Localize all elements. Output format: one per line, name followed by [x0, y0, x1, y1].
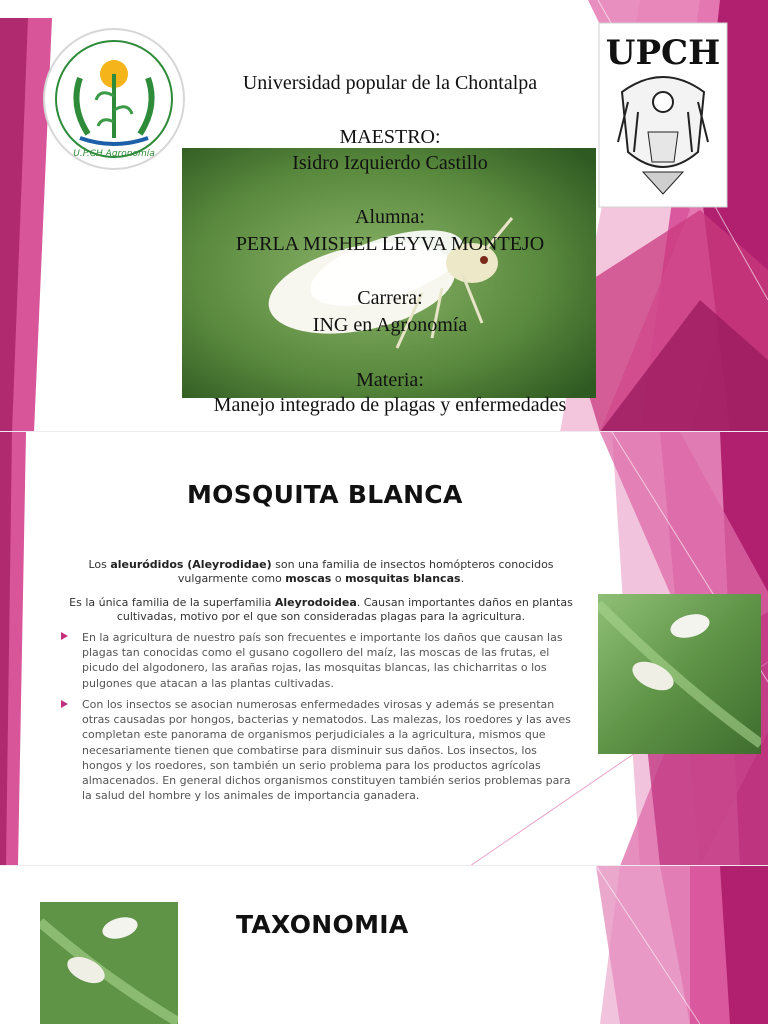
whitefly-leaf-photo: [40, 902, 178, 1024]
student-name: PERLA MISHEL LEYVA MONTEJO: [235, 233, 545, 255]
teacher-label: MAESTRO:: [339, 126, 441, 148]
career-label: Carrera:: [357, 287, 423, 309]
student-label: Alumna:: [355, 206, 425, 228]
agronomia-logo: [40, 26, 188, 172]
intro-paragraph: Los aleuródidos (Aleyrodidae) son una familia de insectos homópteros conocidos vulgarmente como moscas o mosquitas blancas.: [88, 558, 554, 585]
teacher-name: Isidro Izquierdo Castillo: [292, 152, 488, 174]
title-slide: [0, 0, 768, 432]
career-value: ING en Agronomía: [312, 314, 468, 336]
slide-title: MOSQUITA BLANCA: [187, 480, 463, 509]
svg-text:U.P.CH Agronomía: U.P.CH Agronomía: [73, 149, 155, 159]
bullet-arrow-icon: [61, 700, 68, 708]
bullet-item: En la agricultura de nuestro país son frecuentes e importante los daños que causan las plagas tan conocidas como el gusano cogollero del maíz, las moscas de las frutas, el picudo del algodonero, las arañas rojas, las mosquitas blancas, las chicharritas o los pulgones que atacan a las plantas cultivadas.: [82, 631, 563, 690]
whitefly-leaf-photo: [598, 594, 761, 754]
upch-logo: [598, 22, 728, 208]
bullet-arrow-icon: [61, 632, 68, 640]
taxonomia-slide: [0, 866, 768, 1024]
slide-title: TAXONOMIA: [236, 910, 409, 939]
subject-label: Materia:: [356, 369, 424, 391]
svg-text:UPCH: UPCH: [605, 33, 721, 73]
mosquita-blanca-slide: [0, 432, 768, 866]
bullet-item: Con los insectos se asocian numerosas enfermedades virosas y además se presentan otras causadas por hongos, bacterias y nematodos. Las malezas, los roedores y las aves completan este panorama de organismos perjudiciales a la agricultura, mismos que necesariamente tienen que combatirse para disminuir sus daños. Los insectos, los hongos y los roedores, son también un serio problema para los productos agrícolas almacenados. En general dichos organismos constituyen también serios problemas para la salud del hombre y los animales de importancia ganadera.: [82, 698, 571, 803]
whitefly-photo: [182, 148, 596, 398]
subject-value: Manejo integrado de plagas y enfermedades: [213, 394, 567, 416]
family-paragraph: Es la única familia de la superfamilia Aleyrodoidea. Causan importantes daños en plantas cultivadas, motivo por el que son consideradas plagas para la agricultura.: [69, 596, 573, 623]
university-name: Universidad popular de la Chontalpa: [242, 72, 538, 94]
